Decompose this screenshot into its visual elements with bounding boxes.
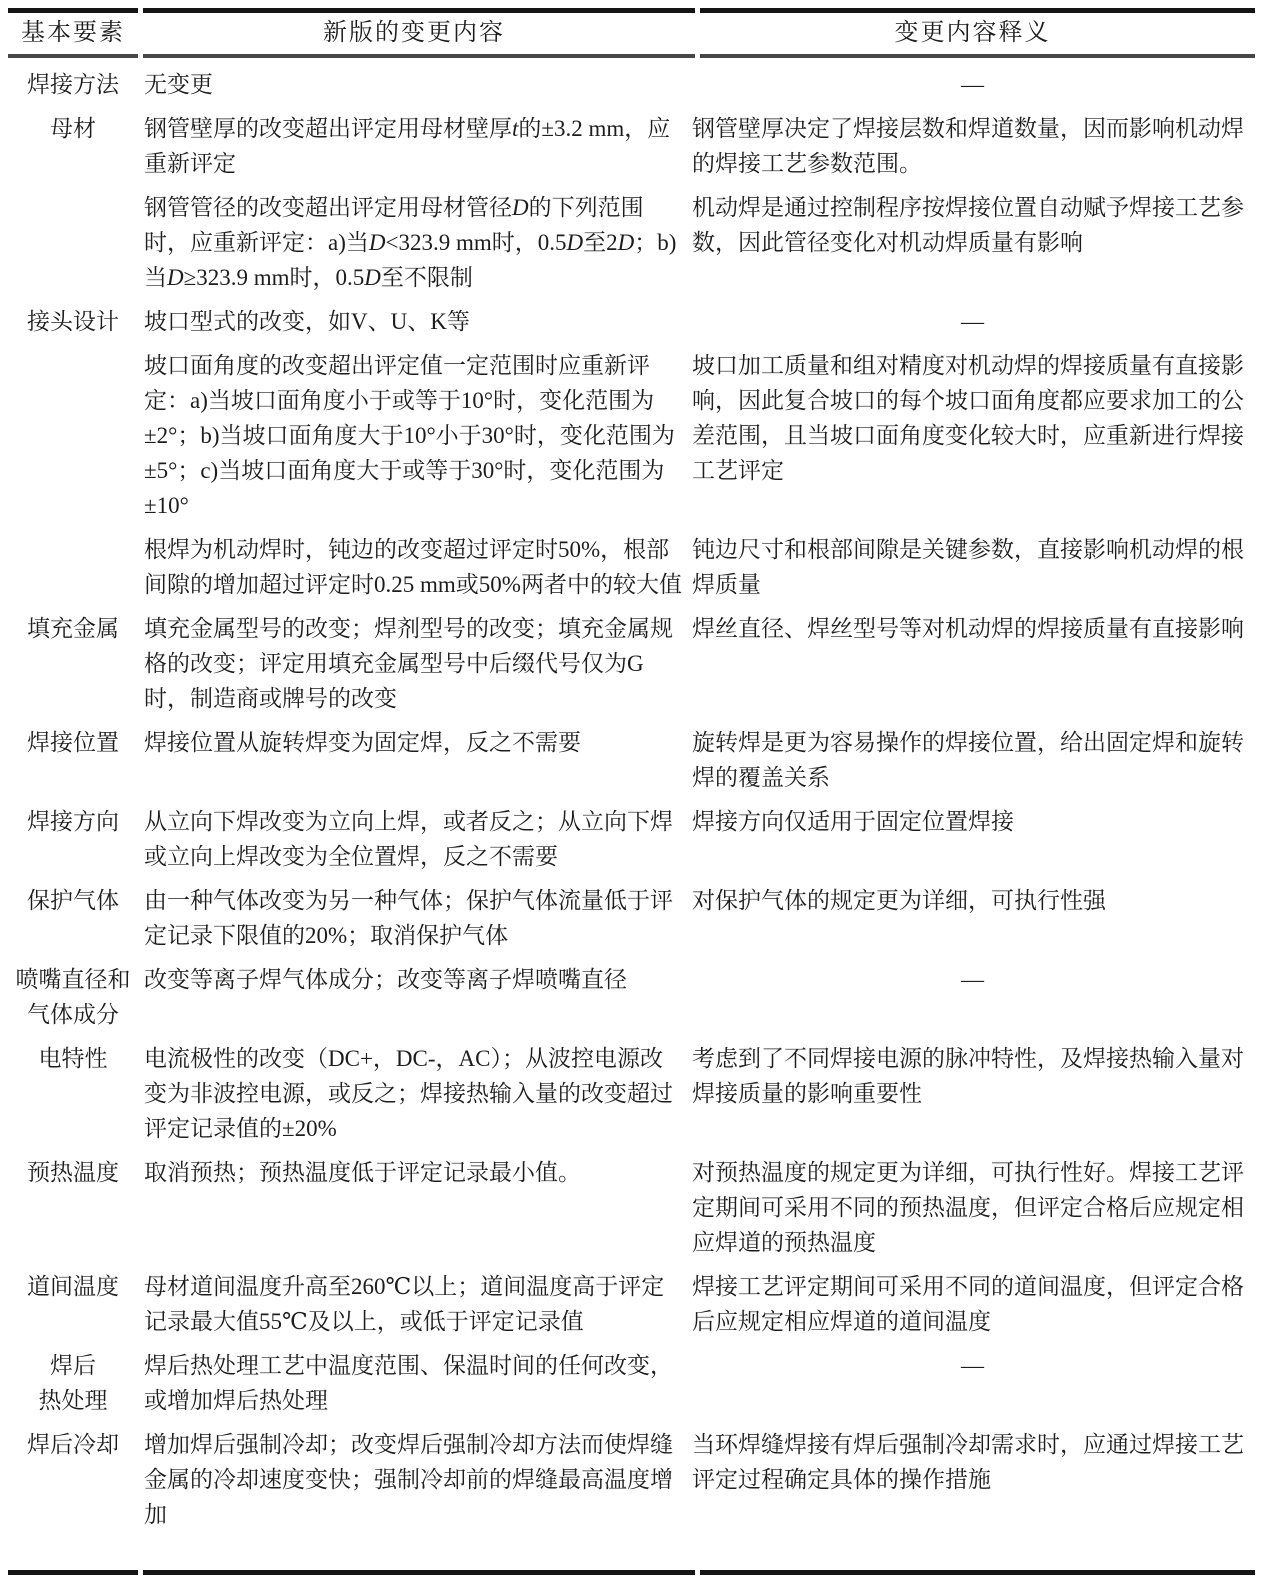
row-label <box>8 804 138 839</box>
row-label-line: 气体成分 <box>27 1002 119 1027</box>
row-label-line: 电特性 <box>38 1046 108 1071</box>
table-bottom-border <box>8 1570 1255 1575</box>
row-label <box>8 1348 138 1418</box>
table-row-group <box>8 304 1255 602</box>
row-label <box>8 962 138 1032</box>
row-label <box>8 1269 138 1304</box>
border-segment <box>143 54 695 58</box>
change-content-cell: 焊接位置从旋转焊变为固定焊，反之不需要 <box>144 730 581 755</box>
table-header-row <box>8 13 1255 54</box>
row-label-line: 接头设计 <box>27 309 119 334</box>
table-row-group <box>8 1348 1255 1418</box>
change-content-cell: 由一种气体改变为另一种气体；保护气体流量低于评定记录下限值的20%；取消保护气体 <box>144 888 673 948</box>
row-label-line: 道间温度 <box>27 1274 119 1299</box>
meaning-cell: 钝边尺寸和根部间隙是关键参数，直接影响机动焊的根焊质量 <box>692 537 1244 597</box>
table-body <box>8 58 1255 1532</box>
border-segment <box>8 54 138 58</box>
border-segment <box>8 8 138 13</box>
table-top-border <box>8 8 1255 13</box>
table-row-group <box>8 67 1255 102</box>
border-segment <box>700 54 1255 58</box>
table-row-group <box>8 725 1255 795</box>
row-label <box>8 725 138 760</box>
change-content-cell: 钢管管径的改变超出评定用母材管径D的下列范围时，应重新评定：a)当D<323.9 mm时，0.5D至2D；b)当D≥323.9 mm时，0.5D至不限制 <box>144 195 677 290</box>
change-content-cell: 填充金属型号的改变；焊剂型号的改变；填充金属规格的改变；评定用填充金属型号中后缀代号仅为G时，制造商或牌号的改变 <box>144 616 673 711</box>
table-row-group <box>8 962 1255 1032</box>
change-content-cell: 坡口面角度的改变超出评定值一定范围时应重新评定：a)当坡口面角度小于或等于10°时，变化范围为±2°；b)当坡口面角度大于10°小于30°时，变化范围为±5°；c)当坡口面角度大于或等于30°时，变化范围为±10° <box>144 353 675 518</box>
row-label-line: 预热温度 <box>27 1160 119 1185</box>
meaning-cell: 坡口加工质量和组对精度对机动焊的焊接质量有直接影响，因此复合坡口的每个坡口面角度都应要求加工的公差范围，且当坡口面角度变化较大时，应重新进行焊接工艺评定 <box>692 353 1244 483</box>
row-label-line: 填充金属 <box>27 616 119 641</box>
table-row-group <box>8 1155 1255 1260</box>
meaning-cell: 旋转焊是更为容易操作的焊接位置，给出固定焊和旋转焊的覆盖关系 <box>692 730 1244 790</box>
meaning-cell: 钢管壁厚决定了焊接层数和焊道数量，因而影响机动焊的焊接工艺参数范围。 <box>692 116 1244 176</box>
table-row-group <box>8 111 1255 295</box>
change-content-cell: 无变更 <box>144 72 213 97</box>
row-label <box>8 67 138 102</box>
border-segment <box>143 1570 695 1575</box>
change-content-cell: 增加焊后强制冷却；改变焊后强制冷却方法而使焊缝金属的冷却速度变快；强制冷却前的焊缝最高温度增加 <box>144 1432 673 1527</box>
row-label-line: 母材 <box>50 116 96 141</box>
change-content-cell: 电流极性的改变（DC+，DC-，AC）；从波控电源改变为非波控电源，或反之；焊接热输入量的改变超过评定记录值的±20% <box>144 1046 673 1141</box>
row-label <box>8 1041 138 1076</box>
table-row-group <box>8 804 1255 874</box>
header-change-content: 新版的变更内容 <box>323 20 505 46</box>
row-label-line: 焊接方法 <box>27 72 119 97</box>
table-row-group <box>8 611 1255 716</box>
meaning-cell: 焊接工艺评定期间可采用不同的道间温度，但评定合格后应规定相应焊道的道间温度 <box>692 1274 1244 1334</box>
border-segment <box>700 8 1255 13</box>
change-content-cell: 从立向下焊改变为立向上焊，或者反之；从立向下焊或立向上焊改变为全位置焊，反之不需要 <box>144 809 673 869</box>
meaning-cell: 对保护气体的规定更为详细，可执行性强 <box>692 888 1106 913</box>
meaning-cell: 考虑到了不同焊接电源的脉冲特性，及焊接热输入量对焊接质量的影响重要性 <box>692 1046 1244 1106</box>
row-label-line: 焊接方向 <box>27 809 119 834</box>
row-label <box>8 611 138 646</box>
row-label-line: 喷嘴直径和 <box>15 967 131 992</box>
table-row-group <box>8 1427 1255 1532</box>
row-label <box>8 111 138 146</box>
change-content-cell: 焊后热处理工艺中温度范围、保温时间的任何改变，或增加焊后热处理 <box>144 1353 673 1413</box>
change-content-cell: 取消预热；预热温度低于评定记录最小值。 <box>144 1160 581 1185</box>
change-content-cell: 坡口型式的改变，如V、U、K等 <box>144 309 470 334</box>
header-change-interpretation: 变更内容释义 <box>894 20 1051 46</box>
meaning-cell: 焊接方向仅适用于固定位置焊接 <box>692 809 1014 834</box>
change-content-cell: 钢管壁厚的改变超出评定用母材壁厚t的±3.2 mm，应重新评定 <box>144 116 671 176</box>
meaning-cell: 焊丝直径、焊丝型号等对机动焊的焊接质量有直接影响 <box>692 616 1244 641</box>
header-separator-border <box>8 54 1255 58</box>
row-label-line: 焊后冷却 <box>27 1432 119 1457</box>
table-row-group <box>8 1269 1255 1339</box>
border-segment <box>700 1570 1255 1575</box>
header-basic-element: 基本要素 <box>21 20 125 46</box>
meaning-cell: 当环焊缝焊接有焊后强制冷却需求时，应通过焊接工艺评定过程确定具体的操作措施 <box>692 1432 1244 1492</box>
row-label <box>8 1427 138 1462</box>
border-segment <box>8 1570 138 1575</box>
row-label-line: 保护气体 <box>27 888 119 913</box>
change-content-cell: 根焊为机动焊时，钝边的改变超过评定时50%，根部间隙的增加超过评定时0.25 mm或50%两者中的较大值 <box>144 537 682 597</box>
row-label <box>8 1155 138 1190</box>
meaning-dash-cell: — <box>961 309 984 334</box>
meaning-dash-cell: — <box>961 1353 984 1378</box>
row-label-line: 热处理 <box>38 1388 108 1413</box>
row-label <box>8 883 138 918</box>
row-label <box>8 304 138 339</box>
table-row-group <box>8 883 1255 953</box>
row-label-line: 焊后 <box>50 1353 96 1378</box>
meaning-cell: 机动焊是通过控制程序按焊接位置自动赋予焊接工艺参数，因此管径变化对机动焊质量有影响 <box>692 195 1244 255</box>
table-row-group <box>8 1041 1255 1146</box>
change-content-cell: 母材道间温度升高至260℃以上；道间温度高于评定记录最大值55℃及以上，或低于评定记录值 <box>144 1274 665 1334</box>
meaning-dash-cell: — <box>961 967 984 992</box>
meaning-cell: 对预热温度的规定更为详细，可执行性好。焊接工艺评定期间可采用不同的预热温度，但评定合格后应规定相应焊道的预热温度 <box>692 1160 1244 1255</box>
meaning-dash-cell: — <box>961 72 984 97</box>
border-segment <box>143 8 695 13</box>
row-label-line: 焊接位置 <box>27 730 119 755</box>
change-content-cell: 改变等离子焊气体成分；改变等离子焊喷嘴直径 <box>144 967 627 992</box>
